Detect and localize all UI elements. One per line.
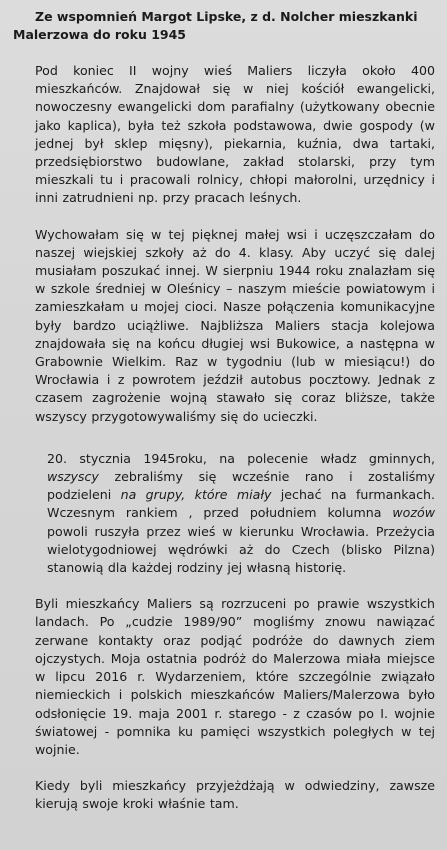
paragraph-after-1989: Byli mieszkańcy Maliers są rozrzuceni po prawie wszystkich landach. Po „cudzie 1989/90” mogliśmy znowu nawiązać zerwane kontakty oraz podjąć podróże do dawnych ziem ojczystych. Moja ostatnia podróż do Malerzowa miała miejsce w lipcu 2016 r. Wydarzeniem, które szczególnie związało niemieckich i polskich mieszkańców Maliers/Malerzowa było odsłonięcie 19. maja 2001 r. starego - z czasów po I. wojnie światowej - pomnika ku pamięci wszystkich poległych w tej wojnie. <box>35 596 435 757</box>
paragraph-closing: Kiedy byli mieszkańcy przyjeżdżają w odwiedziny, zawsze kierują swoje kroki właśnie tam. <box>35 778 435 812</box>
plaque-heading <box>13 8 435 44</box>
evacuation-text-4: powoli ruszyła przez wieś w kierunku Wrocławia. Przeżycia wielotygodniowej wędrówki aż do Czech (blisko Pilzna) stanowią dla każdej rodziny jej własną historię. <box>47 523 435 576</box>
evacuation-italic-3: wozów <box>392 505 435 521</box>
evacuation-text-1: 20. stycznia 1945roku, na polecenie władz gminnych, <box>47 450 435 466</box>
evacuation-text-2: zebraliśmy się wcześnie rano i zostaliśmy podzieleni <box>47 469 435 503</box>
paragraph-school-and-travel: Wychowałam się w tej pięknej małej wsi i uczęszczałam do naszej wiejskiej szkoły aż do 4. klasy. Aby uczyć się dalej musiałam poszukać innej. W sierpniu 1944 roku znalazłam się w szkole średniej w Oleśnicy – naszym mieście powiatowym i zamieszkałam u mojej cioci. Nasze połączenia komunikacyjne były bardzo uciążliwe. Najbliższa Maliers stacja kolejowa znajdowała się na końcu długiej wsi Bukowice, a następna w Grabownie Wielkim. Raz w tygodniu (lub w miesiącu!) do Wrocławia i z powrotem jeździł autobus pocztowy. Jednak z czasem zagrożenie wojną stawało się coraz bliższe, także wszyscy przygotowywaliśmy się do ucieczki. <box>35 226 435 424</box>
evacuation-text-3: jechać na furmankach. Wczesnym rankiem , przed południem kolumna <box>47 487 435 521</box>
paragraph-village-description: Pod koniec II wojny wieś Maliers liczyła około 400 mieszkańców. Znajdował się w niej kościół ewangelicki, nowoczesny ewangelicki dom parafialny (użytkowany obecnie jako kaplica), była też szkoła podstawowa, dwie gospody (w jednej był sklep mięsny), piekarnia, kuźnia, dwa tartaki, przedsiębiorstwo budowlane, zakład stolarski, przy tym mieszkali tu i pracowali rolnicy, chłopi małorolni, urzędnicy i inni zatrudnieni np. przy pracach leśnych. <box>35 63 435 206</box>
heading-line-1: Ze wspomnień Margot Lipske, z d. Nolcher mieszkanki <box>35 9 418 24</box>
heading-line-2: Malerzowa do roku 1945 <box>13 27 186 42</box>
paragraph-evacuation <box>13 450 435 577</box>
evacuation-italic-1: wszyscy <box>47 469 99 485</box>
evacuation-italic-2: na grupy, które miały <box>120 487 272 503</box>
